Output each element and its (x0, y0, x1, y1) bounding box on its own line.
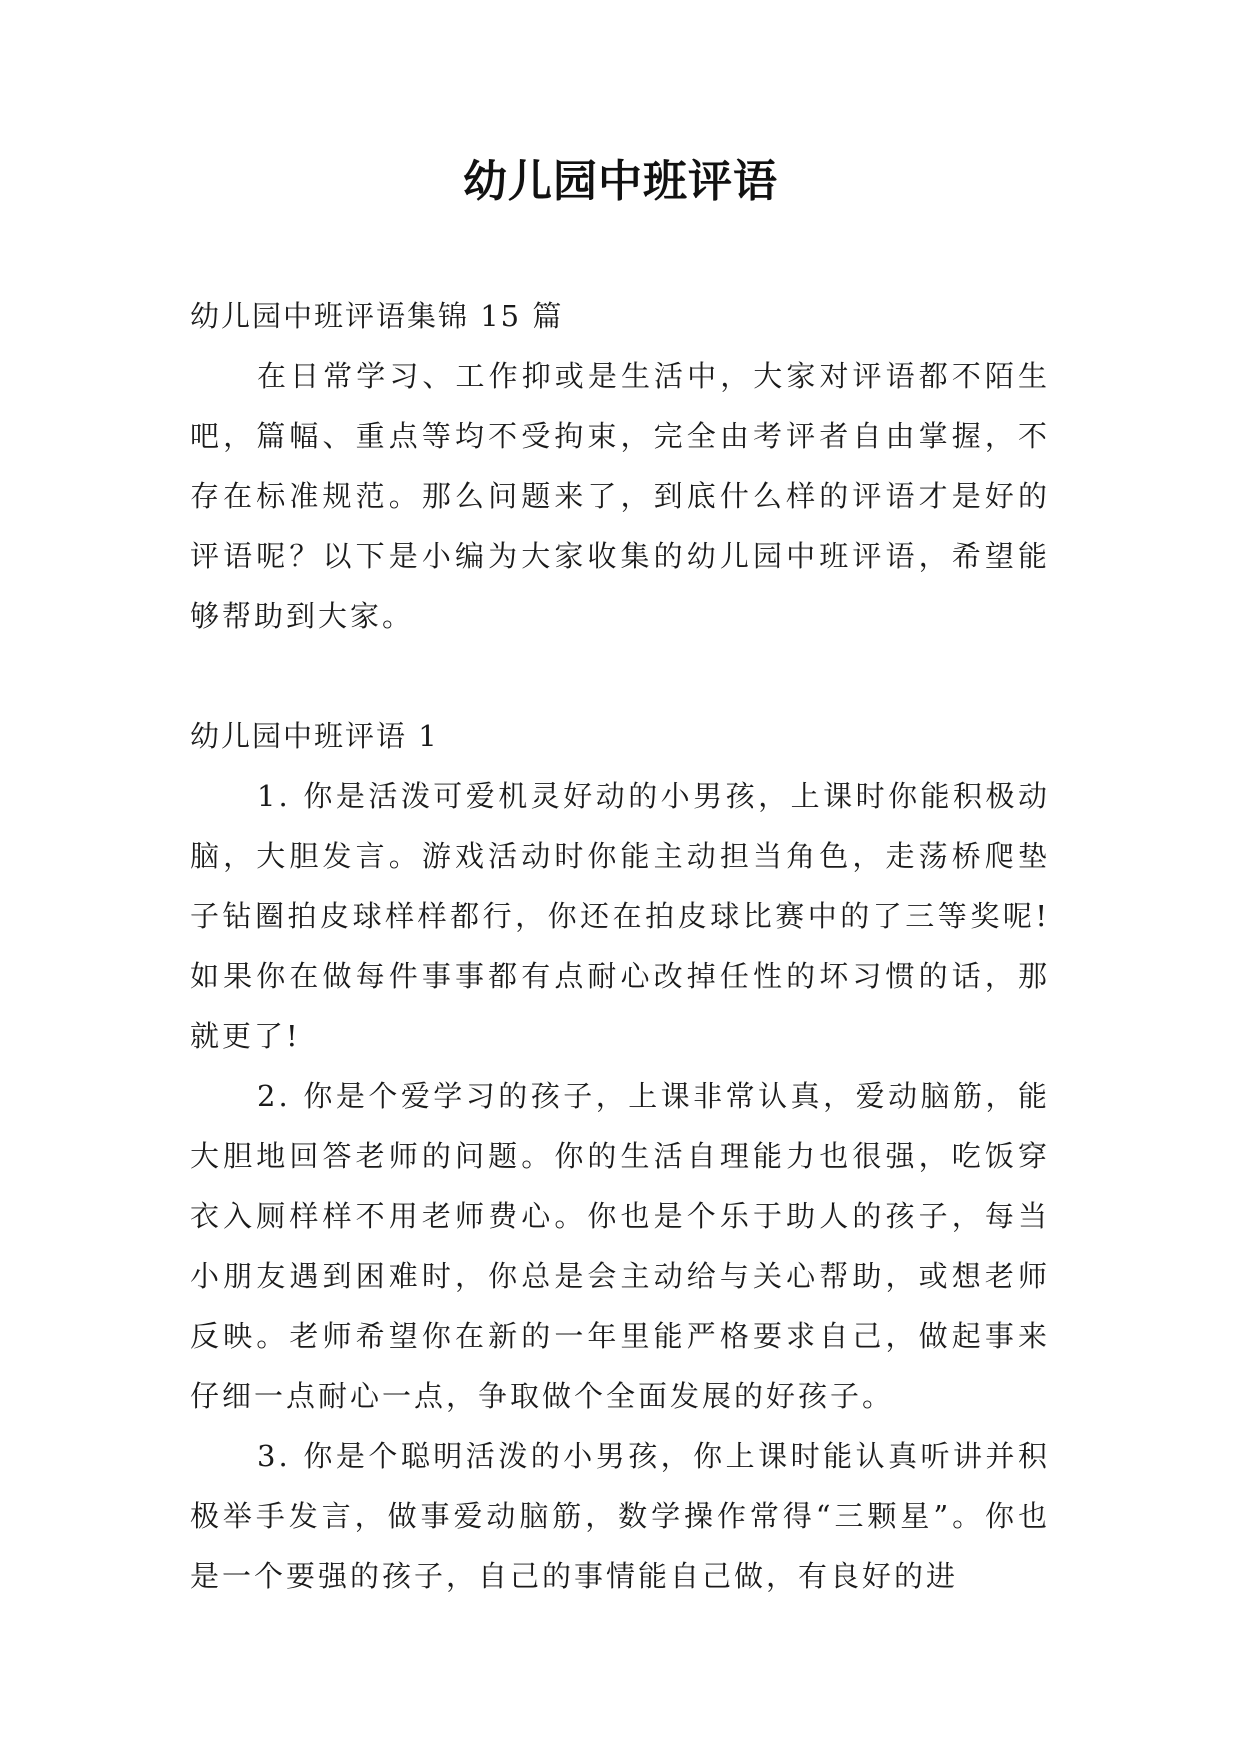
document-subtitle: 幼儿园中班评语集锦 15 篇 (190, 299, 564, 333)
document-title: 幼儿园中班评语 (463, 156, 778, 207)
section-heading: 幼儿园中班评语 1 (190, 719, 439, 753)
comment-paragraph-1: 1. 你是活泼可爱机灵好动的小男孩，上课时你能积极动脑，大胆发言。游戏活动时你能主动担当角色，走荡桥爬垫子钻圈拍皮球样样都行，你还在拍皮球比赛中的了三等奖呢!如果你在做每件事事都有点耐心改掉任性的坏习惯的话，那就更了! (190, 779, 1050, 1053)
document-body (190, 286, 1050, 1606)
comment-paragraph-2: 2. 你是个爱学习的孩子，上课非常认真，爱动脑筋，能大胆地回答老师的问题。你的生活自理能力也很强，吃饭穿衣入厕样样不用老师费心。你也是个乐于助人的孩子，每当小朋友遇到困难时，你总是会主动给与关心帮助，或想老师反映。老师希望你在新的一年里能严格要求自己，做起事来仔细一点耐心一点，争取做个全面发展的好孩子。 (190, 1079, 1050, 1413)
intro-paragraph: 在日常学习、工作抑或是生活中，大家对评语都不陌生吧，篇幅、重点等均不受拘束，完全由考评者自由掌握，不存在标准规范。那么问题来了，到底什么样的评语才是好的评语呢？以下是小编为大家收集的幼儿园中班评语，希望能够帮助到大家。 (190, 359, 1050, 633)
comment-paragraph-3: 3. 你是个聪明活泼的小男孩，你上课时能认真听讲并积极举手发言，做事爱动脑筋，数学操作常得“三颗星”。你也是一个要强的孩子，自己的事情能自己做，有良好的进 (190, 1439, 1050, 1593)
